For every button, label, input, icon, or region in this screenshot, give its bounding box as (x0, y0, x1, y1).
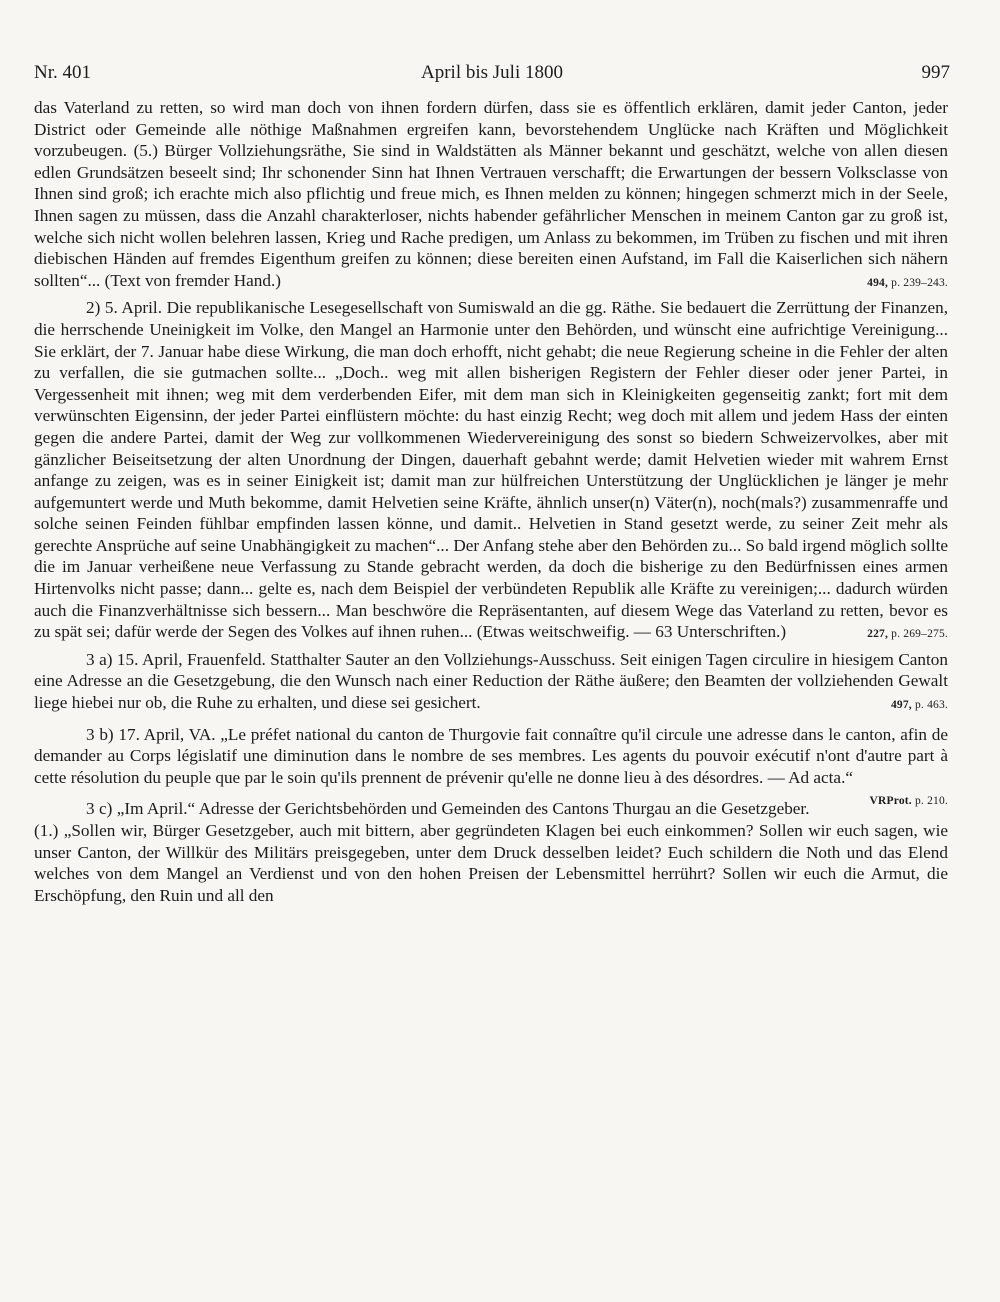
source-reference: 227, p. 269–275. (867, 628, 948, 641)
paragraph-2 (34, 297, 948, 643)
source-reference: VRProt. p. 210. (869, 795, 948, 808)
entry-number: Nr. 401 (34, 62, 91, 83)
paragraph-text: 3 a) 15. April, Frauenfeld. Statthalter Sauter an den Vollziehungs-Ausschuss. Seit einigen Tagen circulire in hiesigem Canton eine Adresse an die Gesetzgebung, die den Wunsch nach einer Reduction der Räthe äußere; den Beamten der vollziehenden Gewalt liege hiebei nur ob, die Ruhe zu erhalten, und diese sei gesichert. (34, 649, 948, 713)
page-number: 997 (921, 62, 950, 83)
paragraph-text: 3 b) 17. April, VA. „Le préfet national du canton de Thurgovie fait connaître qu'il circule une adresse dans le canton, afin de demander au Corps législatif une diminution dans le nombre de ses membres. Les agents du pouvoir exécutif n'ont d'autre part à cette résolution du peuple que par le soin qu'ils prennent de prévenir qu'elle ne donne lieu à des désordres. — Ad acta.“ (34, 724, 948, 787)
body-text (34, 97, 948, 906)
paragraph-1 (34, 97, 948, 291)
paragraph-3b (34, 724, 948, 808)
running-title: April bis Juli 1800 (421, 62, 563, 83)
paragraph-3a (34, 649, 948, 714)
paragraph-3c (34, 798, 948, 906)
paragraph-text: 3 c) „Im April.“ Adresse der Gerichtsbehörden und Gemeinden des Cantons Thurgau an die Gesetzgeber. (1.) „Sollen wir, Bürger Gesetzgeber, auch mit bittern, aber gegründeten Klagen bei euch einkommen? Sollen wir euch sagen, wie unser Canton, der Willkür des Militärs preisgegeben, unter dem Druck desselben leidet? Euch schildern die Noth und das Elend welches von dem Mangel an Verdienst und von den hohen Preisen der Lebensmittel herrührt? Sollen wir euch die Armut, die Erschöpfung, den Ruin und all den (34, 799, 948, 905)
source-reference: 497, p. 463. (890, 699, 948, 712)
source-reference: 494, p. 239–243. (867, 276, 948, 289)
paragraph-text: das Vaterland zu retten, so wird man doch von ihnen fordern dürfen, dass sie es öffentlich erklären, damit jeder Canton, jeder District oder Gemeinde alle nöthige Maßnahmen ergreifen kann, bevorstehendem Unglücke nach Kräften und Möglichkeit vorzubeugen. (5.) Bürger Vollziehungsräthe, Sie sind in Waldstätten als Männer bekannt und geschätzt, welche von allen diesen edlen Grundsätzen beseelt sind; Ihr schonender Sinn hat Ihnen Vertrauen verschafft; die Erwartungen der bessern Volksclasse von Ihnen sind groß; ich erachte mich also pflichtig und freue mich, es Ihnen melden zu können; hingegen schmerzt mich in der Seele, Ihnen sagen zu müssen, dass die Anzahl charakterloser, nichts habender gefährlicher Menschen in meinem Canton gar zu groß ist, welche sich nicht wollen belehren lassen, Krieg und Rache predigen, um Anlass zu bekommen, im Trüben zu fischen und mit ihren diebischen Händen auf fremdes Eigenthum greifen zu können; diese bereiten einen Aufstand, im Fall die Kaiserlichen sich nähern sollten“... (Text von fremder Hand.) (34, 98, 948, 290)
paragraph-text: 2) 5. April. Die republikanische Lesegesellschaft von Sumiswald an die gg. Räthe. Sie bedauert die Zerrüttung der Finanzen, die herrschende Uneinigkeit im Volke, den Mangel an Harmonie unter den Behörden, und wünscht eine aufrichtige Vereinigung... Sie erklärt, der 7. Januar habe diese Wirkung, die man doch erhofft, nicht gehabt; die neue Regierung scheine in die Fehler der alten zu verfallen, die sie gutmachen sollte... „Doch.. weg mit allen bisherigen Registern der Fehler dieser oder jener Partei, in Vergessenheit mit ihnen; weg mit dem verderbenden Eifer, mit dem man sich in Kleinigkeiten gegenseitig zankt; fort mit dem verwünschten Eigensinn, der jeder Partei einflüstern möchte: du hast einzig Recht; weg doch mit allem und jedem Hass der einten gegen die andere Partei, damit der Weg zur vollkommenen Wiedervereinigung des sonst so biedern Schweizervolkes, aber mit gänzlicher Beiseitsetzung der alten Unordnung der Dingen, dauerhaft gebahnt werde; damit Helvetien wieder mit wahrem Ernst anfange zu zeigen, was es in seiner Einigkeit ist; damit man zur hülfreichen Unterstützung der Unglücklichen je länger je mehr aufgemuntert werde und Muth bekomme, damit Helvetien seine Kräfte, ähnlich unser(n) Väter(n), noch(mals?) zusammenraffe und solche seinen Feinden fühlbar empfinden lassen könne, und damit.. Helvetien in Stand gesetzt werde, zu seiner Zeit mehr als gerechte Ansprüche auf seine Unabhängigkeit zu machen“... Der Anfang stehe aber den Behörden zu... So bald irgend möglich sollte die im Januar verheißene neue Verfassung zu Stande gebracht werden, da doch die bisherige zu den Bedürfnissen eines armen Hirtenvolks nicht passe; dann... gelte es, nach dem Beispiel der verbündeten Republik alle Kräfte zu vereinigen;... dadurch würden auch die Finanzverhältnisse sich bessern... Man beschwöre die Repräsentanten, auf diesem Wege das Vaterland zu retten, bevor es zu spät sei; dafür werde der Segen des Volkes auf ihnen ruhen... (Etwas weitschweifig. — 63 Unterschriften.) (34, 298, 948, 642)
page-header (34, 62, 950, 92)
